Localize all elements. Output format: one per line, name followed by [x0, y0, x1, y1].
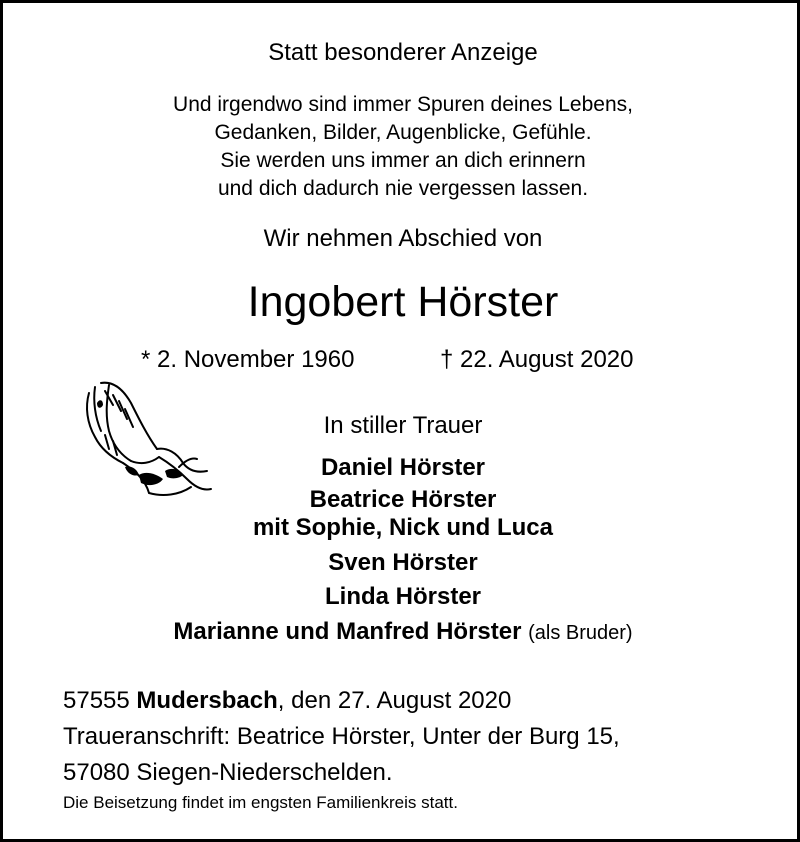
- relation-note: (als Bruder): [528, 622, 633, 644]
- farewell-line: Wir nehmen Abschied von: [263, 225, 543, 252]
- place-and-address: [63, 683, 620, 791]
- notice-header: Statt besonderer Anzeige: [268, 39, 538, 66]
- town-name: Mudersbach: [136, 687, 278, 714]
- poem-line: und dich dadurch nie vergessen lassen.: [217, 177, 589, 200]
- mourning-address-line: 57080 Siegen-Niederschelden.: [63, 759, 393, 786]
- postcode: 57555: [63, 687, 130, 714]
- poem-line: Sie werden uns immer an dich erinnern: [220, 149, 586, 172]
- notice-date: , den 27. August 2020: [277, 687, 512, 714]
- birth-date: * 2. November 1960: [141, 346, 355, 373]
- death-date: † 22. August 2020: [440, 346, 634, 373]
- mourner-name: Sven Hörster: [328, 549, 478, 576]
- poem-line: Und irgendwo sind immer Spuren deines Lebens,: [173, 93, 633, 116]
- mourner-name: Daniel Hörster: [320, 454, 486, 481]
- burial-note: Die Beisetzung findet im engsten Familienkreis statt.: [63, 793, 458, 812]
- place-date-line: [63, 683, 620, 719]
- mourner-name: Beatrice Hörster: [309, 486, 497, 513]
- deceased-name: Ingobert Hörster: [247, 278, 559, 326]
- mourner-name: Linda Hörster: [324, 583, 482, 610]
- mourner-name: Marianne und Manfred Hörster: [173, 618, 522, 645]
- memorial-poem: [3, 91, 800, 203]
- poem-line: Gedanken, Bilder, Augenblicke, Gefühle.: [214, 121, 592, 144]
- mourning-intro: In stiller Trauer: [323, 412, 483, 439]
- mourning-address-line: Traueranschrift: Beatrice Hörster, Unter der Burg 15,: [63, 723, 620, 750]
- mourner-line-with-note: [3, 618, 800, 646]
- mourner-name: mit Sophie, Nick und Luca: [252, 514, 554, 541]
